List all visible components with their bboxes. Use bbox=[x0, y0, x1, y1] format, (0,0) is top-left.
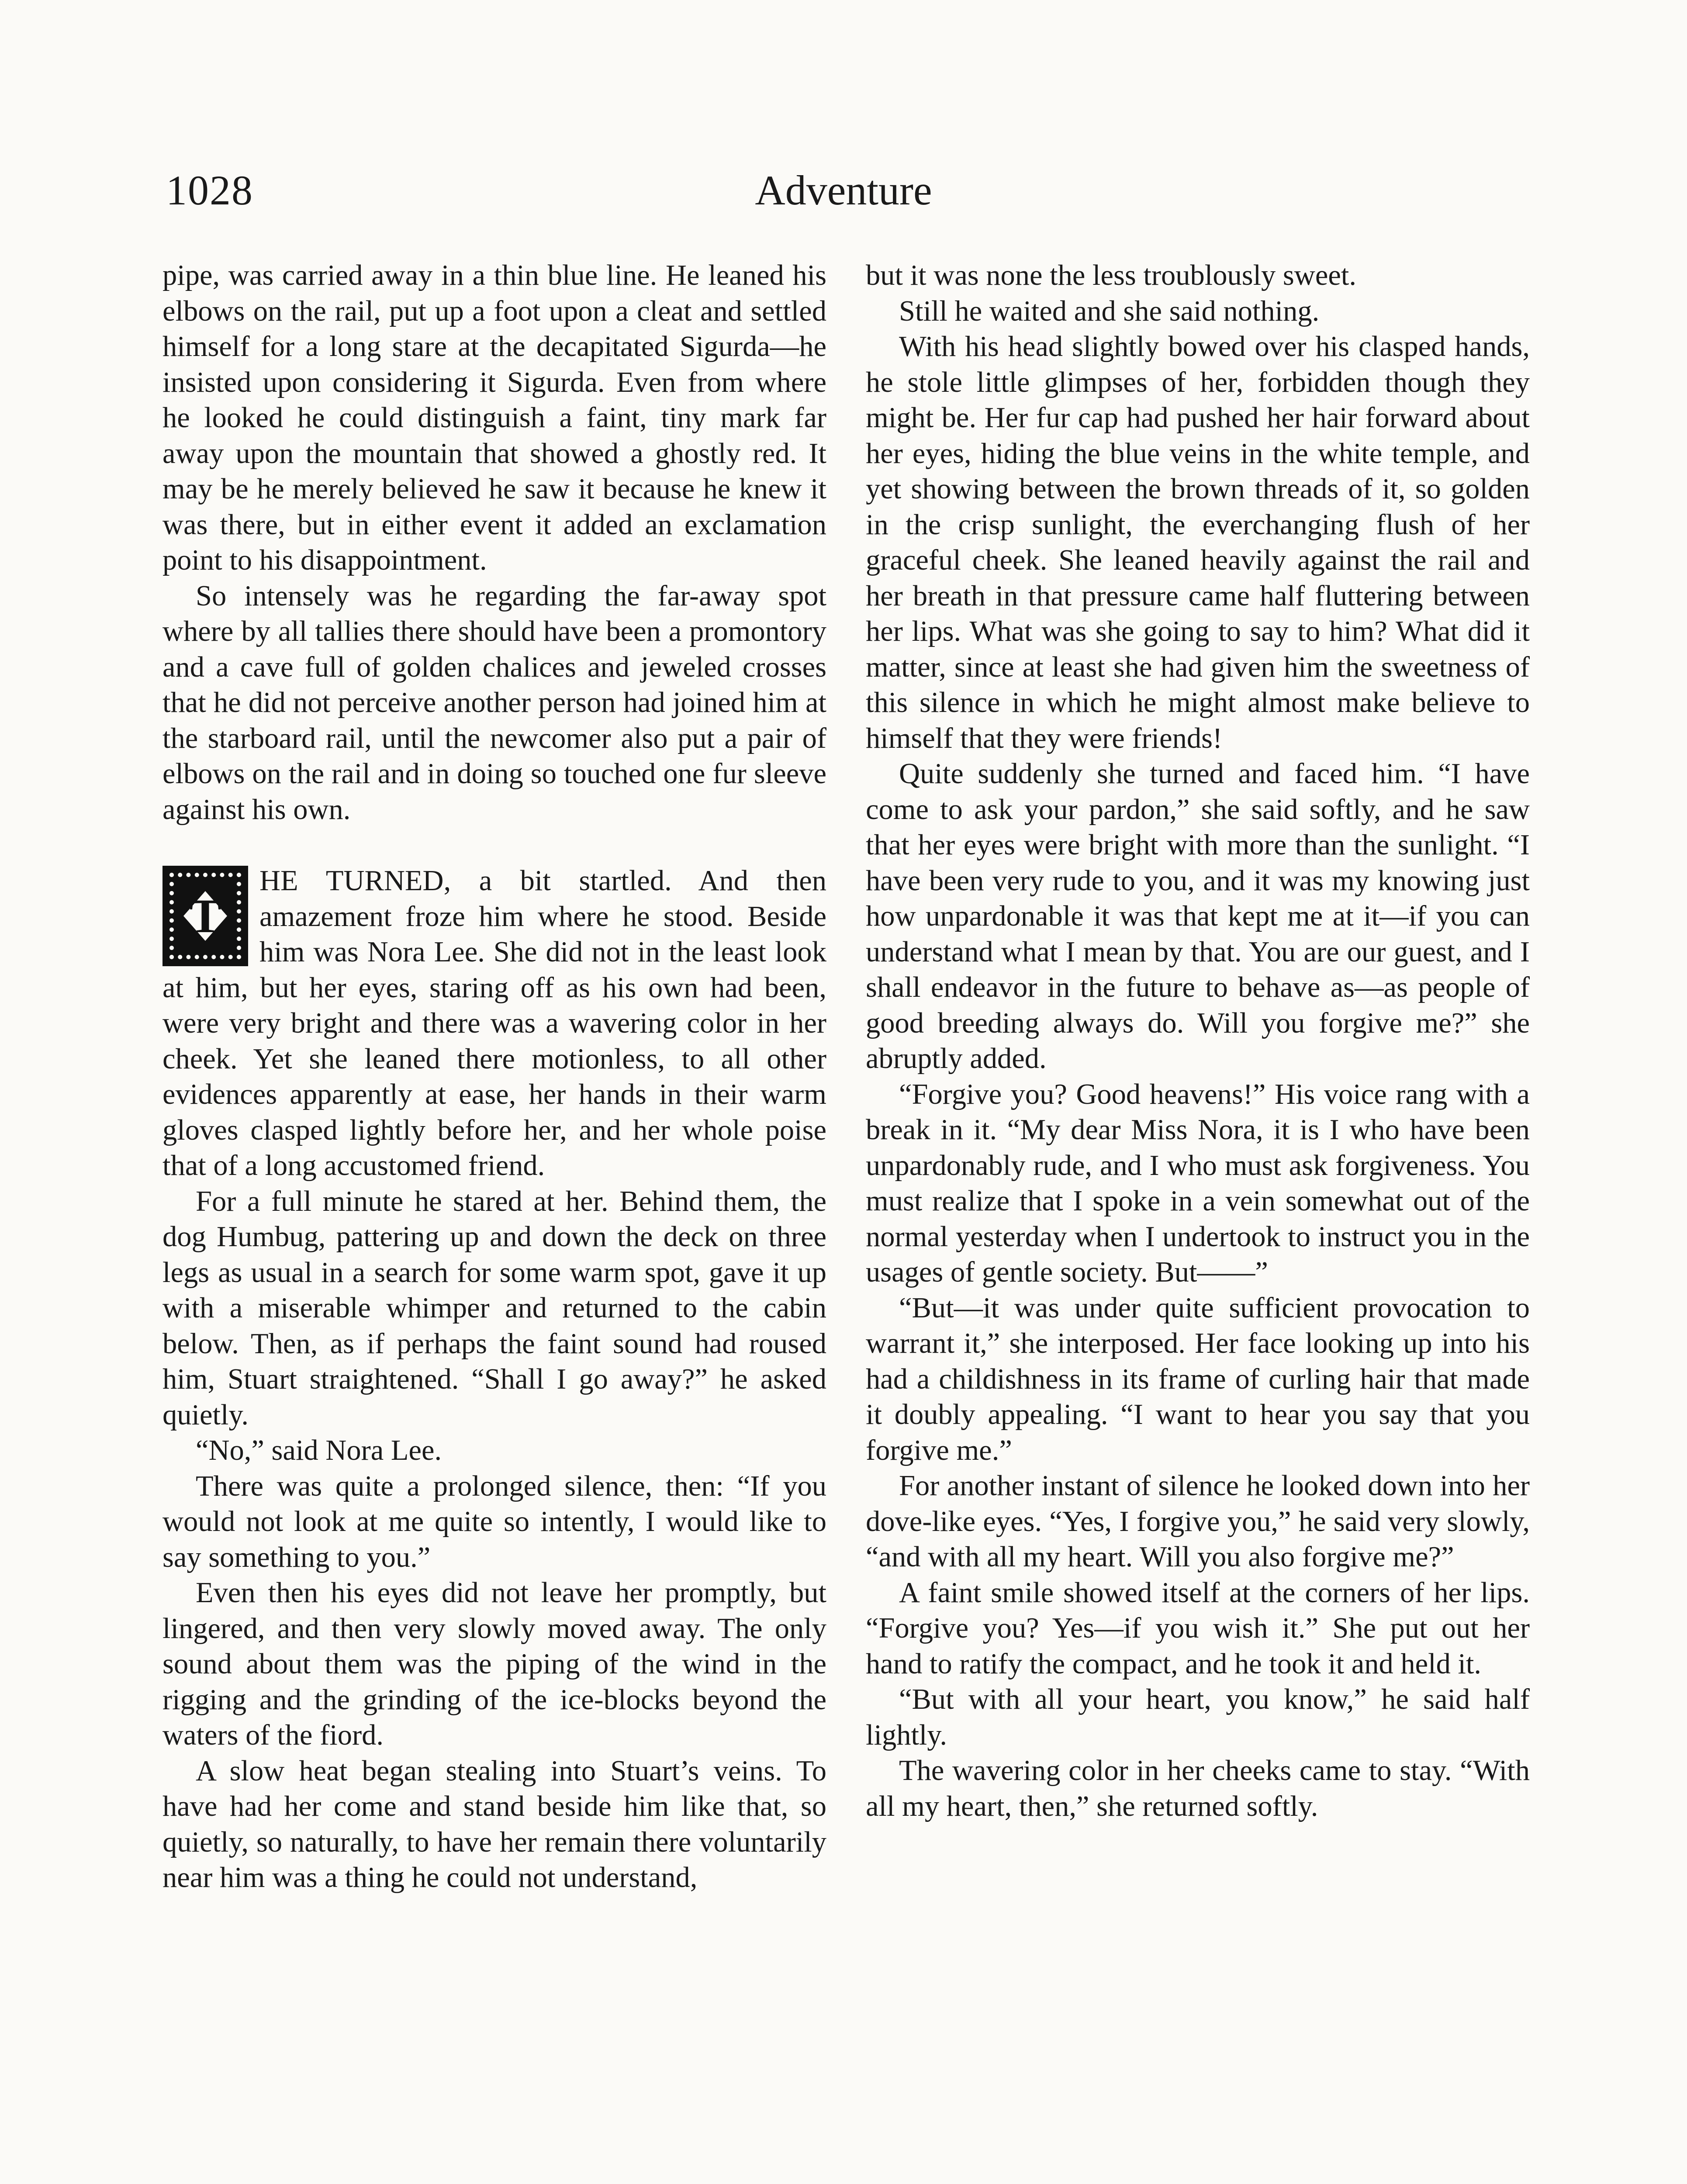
paragraph: So intensely was he regarding the far-away spot where by all tallies there should have been a promontory and a cave full of golden chalices and jeweled crosses that he did not perceive another person had joined him at the starboard rail, until the newcomer also put a pair of elbows on the rail and in doing so touched one fur sleeve against his own. bbox=[162, 580, 826, 826]
paragraph: With his head slightly bowed over his clasped hands, he stole little glimpses of her, forbidden though they might be. Her fur cap had pushed her hair forward about her eyes, hiding the blue veins in the white temple, and yet showing between the brown threads of it, so golden in the crisp sunlight, the everchanging flush of her graceful cheek. She leaned heavily against the rail and her breath in that pressure came half fluttering between her lips. What was she going to say to him? What did it matter, since at least she had given him the sweetness of this silence in which he might almost make believe to himself that they were friends! bbox=[866, 331, 1530, 754]
page-header bbox=[166, 166, 1521, 218]
paragraph: For another instant of silence he looked down into her dove-like eyes. “Yes, I forgive you,” he said very slowly, “and with all my heart. Will you also forgive me?” bbox=[866, 1470, 1530, 1573]
paragraph: A slow heat began stealing into Stuart’s veins. To have had her come and stand beside him like that, so quietly, so naturally, to have her remain there voluntarily near him was a thing he could not understand, bbox=[162, 1755, 826, 1894]
paragraph: “But with all your heart, you know,” he said half lightly. bbox=[866, 1683, 1530, 1751]
dropcap-rest: a bit startled. And then amazement froze him where he stood. Beside him was Nora Lee. She did not in the least look at him, but her eyes, staring off as his own had been, were very bright and there was a wavering color in her cheek. Yet she leaned there motionless, to all other evidences apparently at ease, her hands in their warm gloves clasped lightly before her, and her whole poise that of a long accustomed friend. bbox=[162, 865, 826, 1182]
paragraph: A faint smile showed itself at the corners of her lips. “Forgive you? Yes—if you wish it.” She put out her hand to ratify the compact, and he took it and held it. bbox=[866, 1576, 1530, 1680]
page-number: 1028 bbox=[166, 167, 253, 214]
paragraph: pipe, was carried away in a thin blue line. He leaned his elbows on the rail, put up a foot upon a cleat and settled himself for a long stare at the decapitated Sigurda—he insisted upon considering it Sigurda. Even from where he looked he could distinguish a faint, tiny mark far away upon the mountain that showed a ghostly red. It may be he merely believed he saw it because he knew it was there, but in either event it added an exclamation point to his disappointment. bbox=[162, 259, 826, 576]
paragraph: For a full minute he stared at her. Behind them, the dog Humbug, pattering up and down the deck on three legs as usual in a search for some warm spot, gave it up with a miserable whimper and returned to the cabin below. Then, as if perhaps the faint sound had roused him, Stuart straightened. “Shall I go away?” he asked quietly. bbox=[162, 1185, 826, 1431]
dropcap-letter: T bbox=[189, 889, 221, 943]
paragraph: Still he waited and she said nothing. bbox=[899, 295, 1320, 327]
dropcap-paragraph bbox=[162, 863, 826, 1184]
paragraph: Even then his eyes did not leave her promptly, but lingered, and then very slowly moved away. The only sound about them was the piping of the wind in the rigging and the grinding of the ice-blocks beyond the waters of the fiord. bbox=[162, 1577, 826, 1751]
paragraph: “Forgive you? Good heavens!” His voice rang with a break in it. “My dear Miss Nora, it is I who have been unpardonably rude, and I who must ask forgiveness. You must realize that I spoke in a vein somewhat out of the normal yesterday when I undertook to instruct you in the usages of gentle society. But——” bbox=[866, 1078, 1530, 1288]
paragraph: but it was none the less troublously sweet. bbox=[866, 259, 1356, 291]
ornamental-dropcap-icon bbox=[162, 866, 248, 966]
paragraph: “No,” said Nora Lee. bbox=[196, 1434, 442, 1466]
paragraph: “But—it was under quite sufficient provocation to warrant it,” she interposed. Her face looking up into his had a childishness in its frame of curling hair that made it doubly appealing. “I want to hear you say that you forgive me.” bbox=[866, 1292, 1530, 1466]
dropcap-lead: HE TURNED, bbox=[259, 865, 451, 897]
paragraph: Quite suddenly she turned and faced him. “I have come to ask your pardon,” she said softly, and he saw that her eyes were bright with more than the sunlight. “I have been very rude to you, and it was my knowing just how unpardonable it was that kept me at it—if you can understand what I mean by that. You are our guest, and I shall endeavor in the future to behave as—as people of good breeding always do. Will you forgive me?” she abruptly added. bbox=[866, 758, 1530, 1075]
left-column bbox=[162, 258, 826, 1896]
right-column bbox=[866, 258, 1530, 1824]
story-columns bbox=[162, 258, 1538, 2184]
section-break bbox=[162, 827, 826, 863]
magazine-title: Adventure bbox=[755, 167, 932, 214]
paragraph: There was quite a prolonged silence, then: “If you would not look at me quite so intently, I would like to say something to you.” bbox=[162, 1470, 826, 1573]
paragraph: The wavering color in her cheeks came to stay. “With all my heart, then,” she returned softly. bbox=[866, 1755, 1530, 1822]
